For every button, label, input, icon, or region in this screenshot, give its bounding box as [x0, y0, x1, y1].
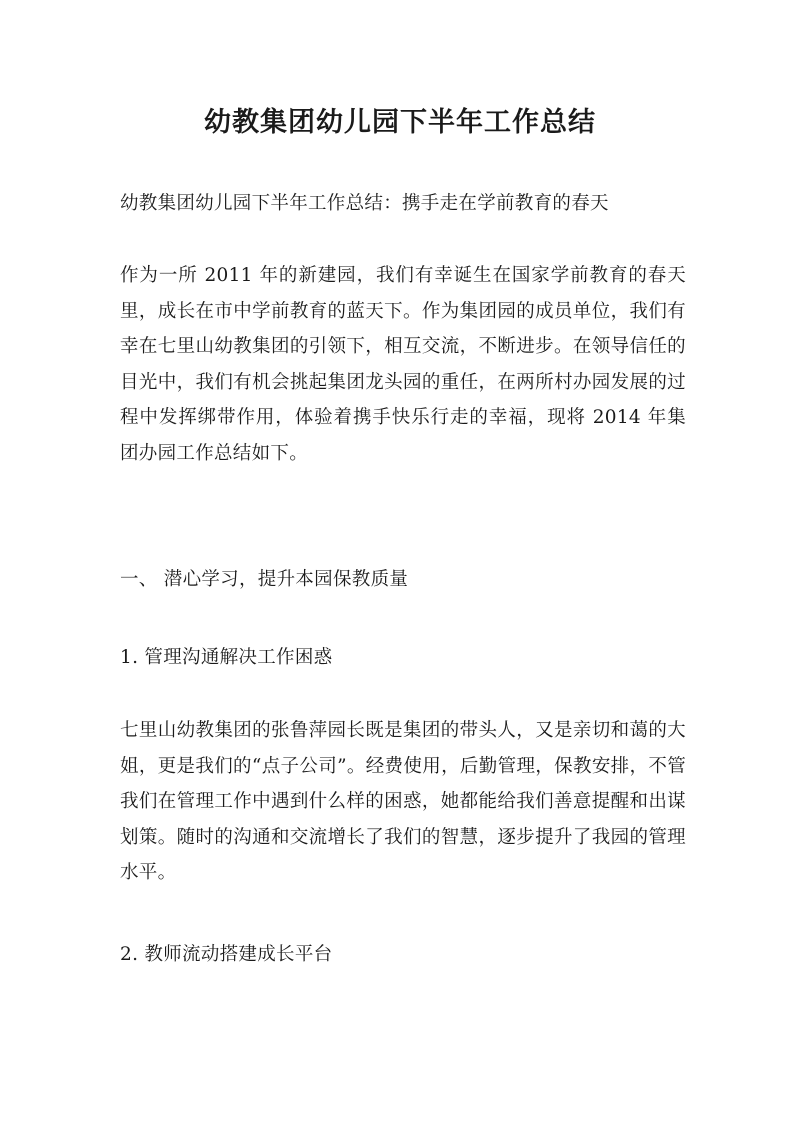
- intro-paragraph: 作为一所 2011 年的新建园，我们有幸诞生在国家学前教育的春天里，成长在市中学前教育的蓝天下。作为集团园的成员单位，我们有幸在七里山幼教集团的引领下，相互交流，不断进步。在领导信任的目光中，我们有机会挑起集团龙头园的重任，在两所村办园发展的过程中发挥绑带作用，体验着携手快乐行走的幸福，现将 2014 年集团办园工作总结如下。: [120, 265, 686, 464]
- body-paragraph: 七里山幼教集团的张鲁萍园长既是集团的带头人，又是亲切和蔼的大姐，更是我们的“点子公司”。经费使用，后勤管理，保教安排，不管我们在管理工作中遇到什么样的困惑，她都能给我们善意提醒和出谋划策。随时的沟通和交流增长了我们的智慧，逐步提升了我园的管理水平。: [120, 720, 686, 883]
- subsection-heading: 1. 管理沟通解决工作困惑: [120, 647, 333, 668]
- subsection-heading: 2. 教师流动搭建成长平台: [120, 944, 333, 965]
- document-subtitle: 幼教集团幼儿园下半年工作总结：携手走在学前教育的春天: [120, 193, 609, 214]
- section-heading: 一、 潜心学习，提升本园保教质量: [120, 569, 409, 590]
- document-title: 幼教集团幼儿园下半年工作总结: [204, 107, 596, 138]
